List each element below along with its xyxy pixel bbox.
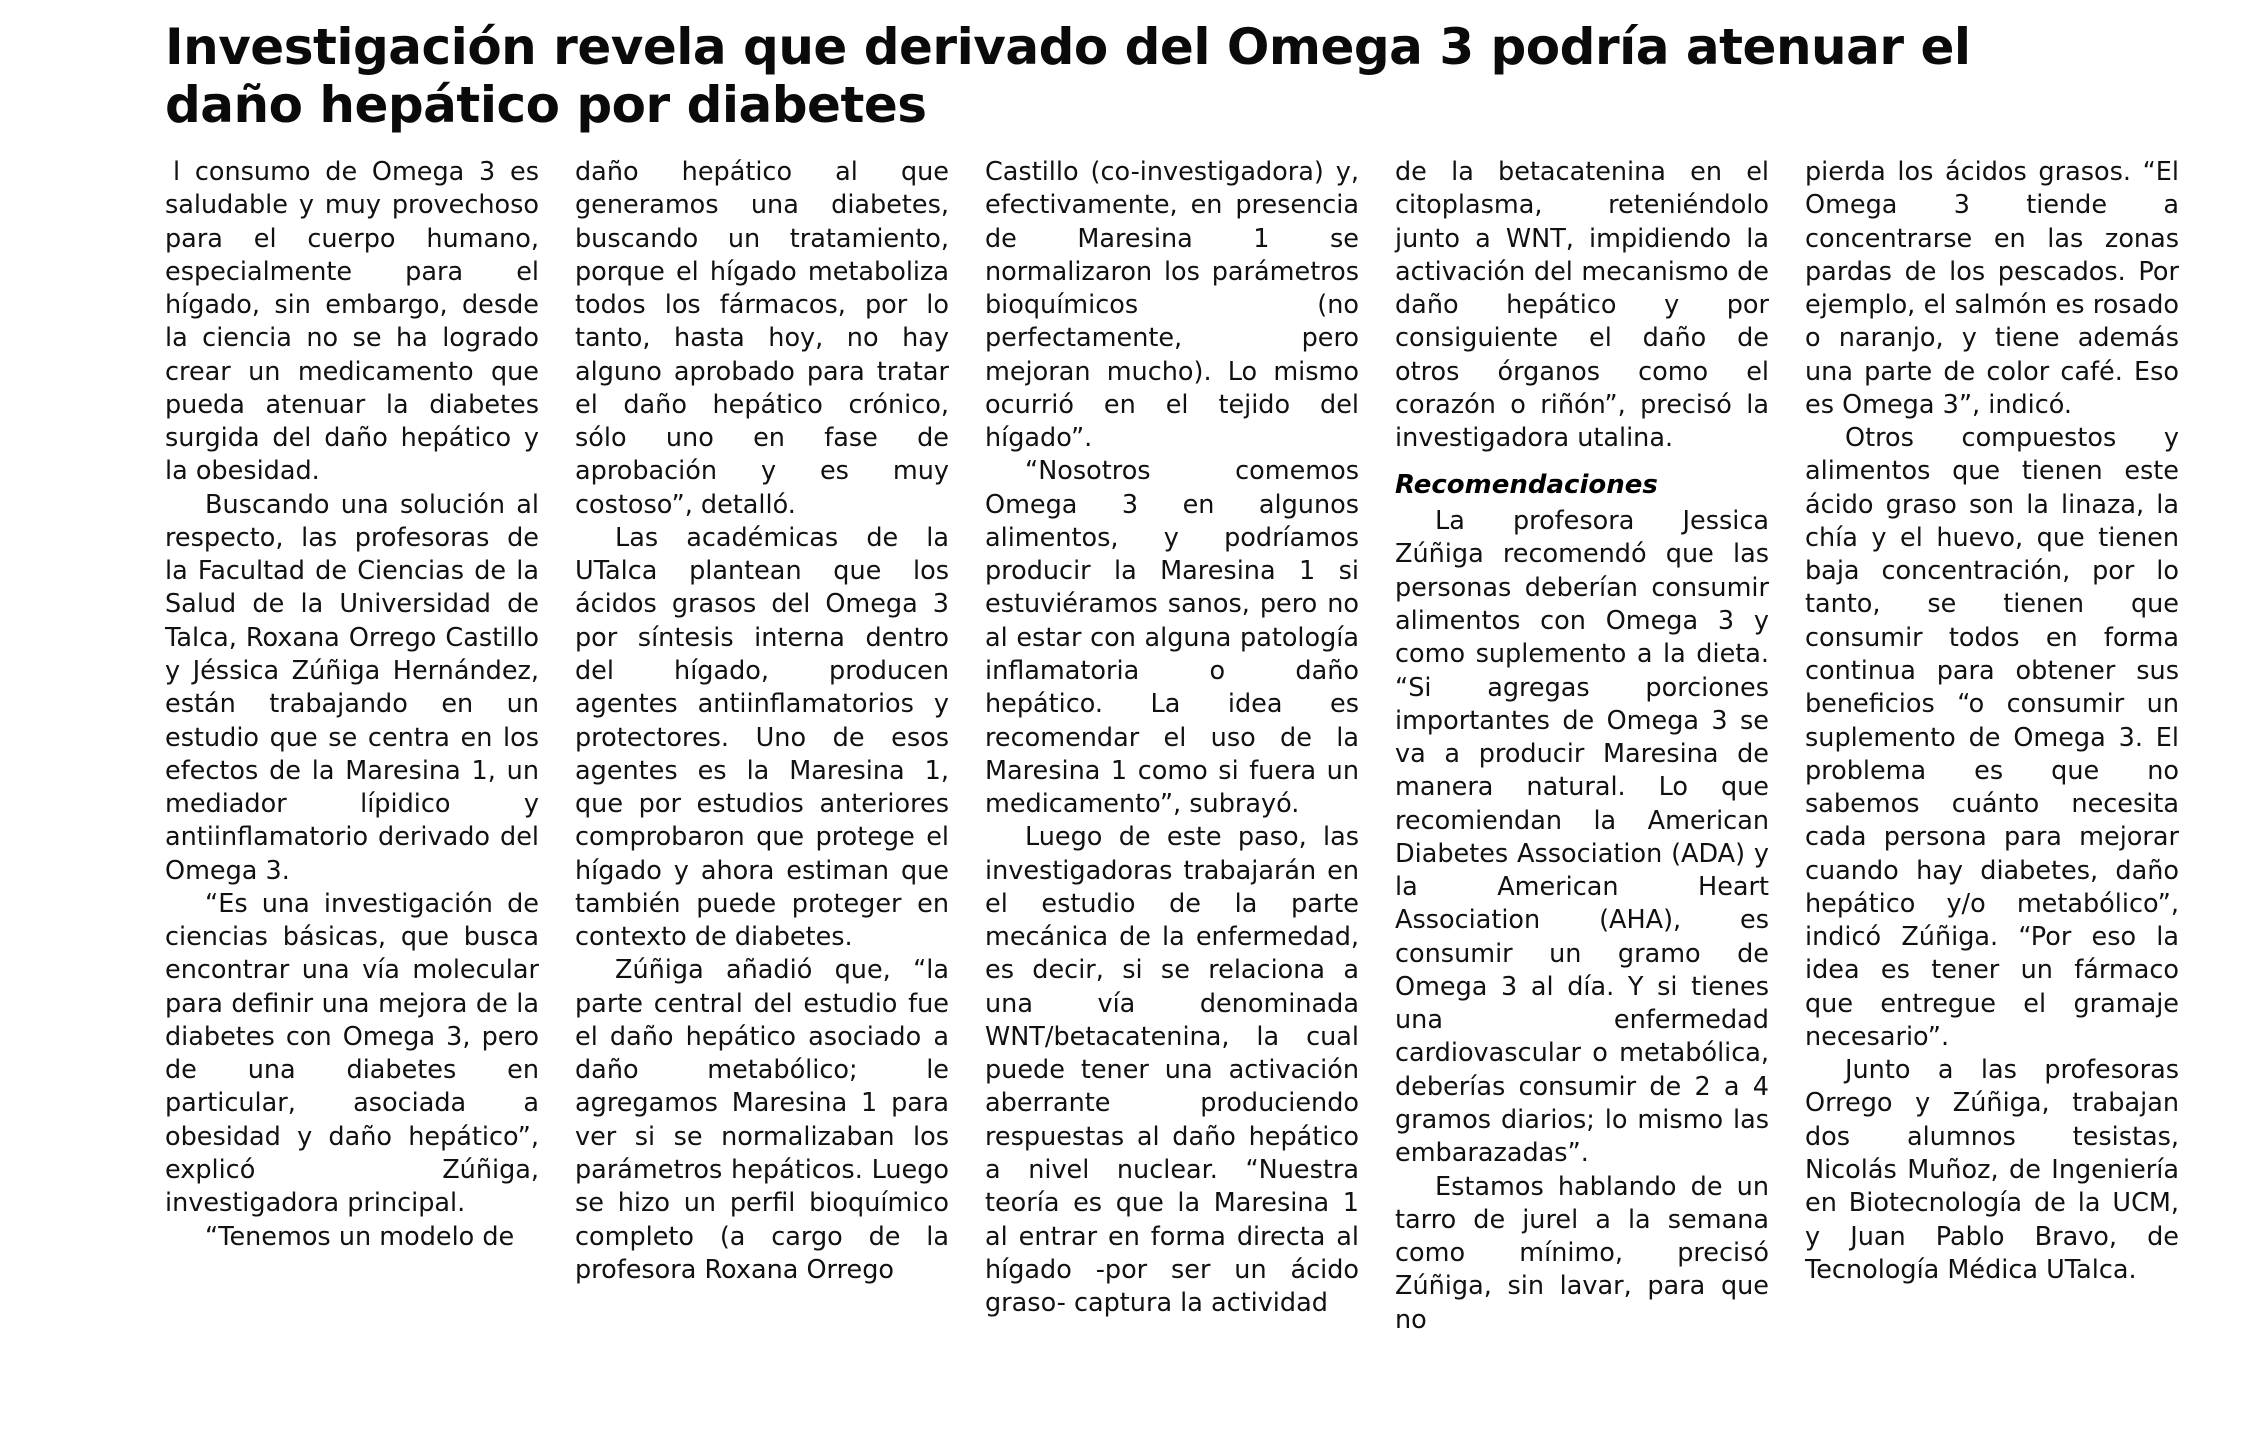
paragraph: Luego de este paso, las investigadoras trabajarán en el estudio de la parte mecánica de la enfermedad, es decir, si se relaciona a una vía denominada WNT/betacatenina, la cual puede tener una activación aberrante produciendo respuestas al daño hepático a nivel nuclear. “Nuestra teoría es que la Maresina 1 al entrar en forma directa al hígado -por ser un ácido graso- captura la actividad — [985, 822, 1359, 1319]
paragraph: “Es una investigación de ciencias básicas, que busca encontrar una vía molecular para definir una mejora de la diabetes con Omega 3, pero de una diabetes en particular, asociada a obesidad y daño hepático”, explicó Zúñiga, investigadora principal. — [165, 888, 539, 1219]
paragraph: “Tenemos un modelo de — [205, 1221, 515, 1252]
paragraph: “Nosotros comemos Omega 3 en algunos alimentos, y podríamos producir la Maresina 1 si estuviéramos sanos, pero no al estar con alguna patología inflamatoria o daño hepático. La idea es recomendar el uso de la Maresina 1 como si fuera un medicamento”, subrayó. — [985, 456, 1359, 820]
article-column-5 — [1805, 156, 2179, 1287]
paragraph: La profesora Jessica Zúñiga recomendó que las personas deberían consumir alimentos con Omega 3 y como suplemento a la dieta. “Si agregas porciones importantes de Omega 3 se va a producir Maresina de manera natural. Lo que recomiendan la American Diabetes Association (ADA) y la American Heart Association (AHA), es consumir un gramo de Omega 3 al día. Y si tienes una enfermedad cardiovascular o metabólica, deberías consumir de 2 a 4 gramos diarios; lo mismo las embarazadas”. — [1395, 506, 1769, 1169]
article-column-3 — [985, 156, 1359, 1320]
article-column-2 — [575, 156, 949, 1287]
paragraph: Estamos hablando de un tarro de jurel a la semana como mínimo, precisó Zúñiga, sin lavar, para que no — [1395, 1171, 1769, 1335]
drop-cap — [165, 158, 173, 166]
paragraph: Buscando una solución al respecto, las profesoras de la Facultad de Ciencias de la Salud de la Universidad de Talca, Roxana Orrego Castillo y Jéssica Zúñiga Hernández, están trabajando en un estudio que se centra en los efectos de la Maresina 1, un mediador lípidico y antiinflamatorio derivado del Omega 3. — [165, 489, 539, 886]
paragraph: daño hepático al que generamos una diabetes, buscando un tratamiento, porque el hígado metaboliza todos los fármacos, por lo tanto, hasta hoy, no hay alguno aprobado para tratar el daño hepático crónico, sólo uno en fase de aprobación y es muy costoso”, detalló. — [575, 157, 949, 520]
paragraph: de la betacatenina en el citoplasma, reteniéndolo junto a WNT, impidiendo la activación del mecanismo de daño hepático y por consiguiente el daño de otros órganos como el corazón o riñón”, precisó la investigadora utalina. — [1395, 157, 1769, 454]
paragraph: pierda los ácidos grasos. “El Omega 3 tiende a concentrarse en las zonas pardas de los pescados. Por ejemplo, el salmón es rosado o naranjo, y tiene además una parte de color café. Eso es Omega 3”, indicó. — [1805, 157, 2179, 420]
article-columns — [165, 156, 2179, 1337]
paragraph: Las académicas de la UTalca plantean que los ácidos grasos del Omega 3 por síntesis interna dentro del hígado, producen agentes antiinflamatorios y protectores. Uno de esos agentes es la Maresina 1, que por estudios anteriores comprobaron que protege el hígado y ahora estiman que también puede proteger en contexto de diabetes. — [575, 522, 949, 953]
section-subheading: Recomendaciones — [1395, 470, 1658, 501]
paragraph — [165, 156, 539, 489]
page-title: Investigación revela que derivado del Omega 3 podría atenuar el daño hepático por diabetes — [165, 18, 1971, 134]
paragraph: Zúñiga añadió que, “la parte central del estudio fue el daño hepático asociado a daño metabólico; le agregamos Maresina 1 para ver si se normalizaban los parámetros hepáticos. Luego se hizo un perfil bioquímico completo (a cargo de la profesora Roxana Orrego — [575, 955, 949, 1285]
article-column-4 — [1395, 156, 1769, 1337]
paragraph: Castillo (co-investigadora) y, efectivamente, en presencia de Maresina 1 se normalizaron los parámetros bioquímicos (no perfectamente, pero mejoran mucho). Lo mismo ocurrió en el tejido del hígado”. — [985, 157, 1359, 454]
paragraph-text: l consumo de Omega 3 es saludable y muy provechoso para el cuerpo humano, especialmente para el hígado, sin embargo, desde la ciencia no se ha logrado crear un medicamento que pueda atenuar la diabetes surgida del daño hepático y la obesidad. — [165, 157, 539, 487]
paragraph: Otros compuestos y alimentos que tienen este ácido graso son la linaza, la chía y el huevo, que tienen baja concentración, por lo tanto, se tienen que consumir todos en forma continua para obtener sus beneficios “o consumir un suplemento de Omega 3. El problema es que no sabemos cuánto necesita cada persona para mejorar cuando hay diabetes, daño hepático y/o metabólico”, indicó Zúñiga. “Por eso la idea es tener un fármaco que entregue el gramaje necesario”. — [1805, 423, 2179, 1052]
article-column-1 — [165, 156, 539, 1254]
paragraph: Junto a las profesoras Orrego y Zúñiga, trabajan dos alumnos tesistas, Nicolás Muñoz, de Ingeniería en Biotecnología de la UCM, y Juan Pablo Bravo, de Tecnología Médica UTalca. — [1805, 1055, 2179, 1285]
